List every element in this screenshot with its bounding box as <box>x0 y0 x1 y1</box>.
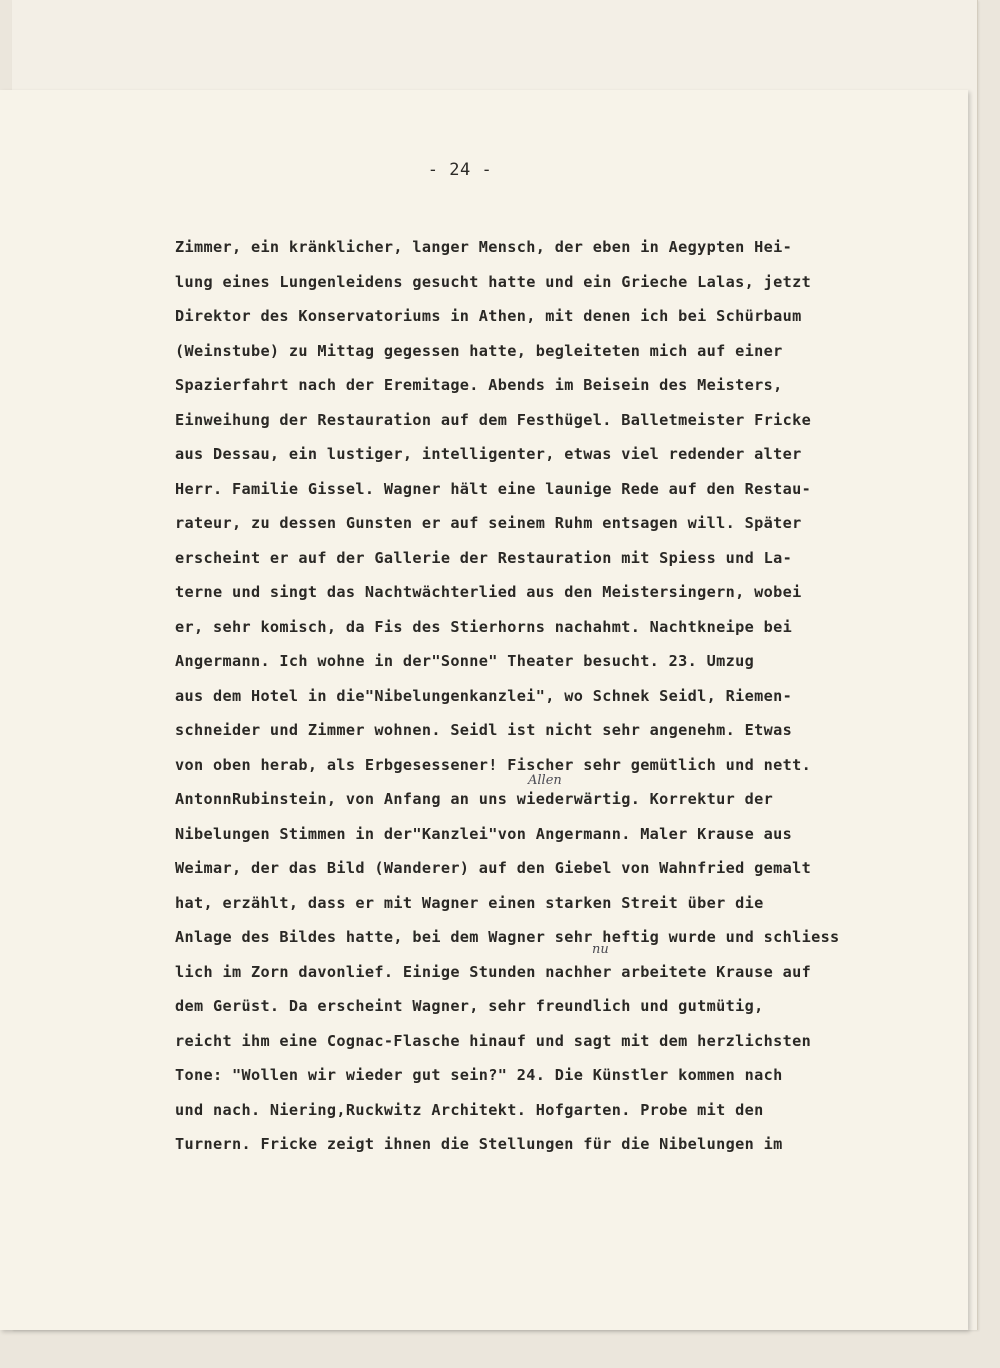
text-line: Herr. Familie Gissel. Wagner hält eine launige Rede auf den Restau- <box>175 479 812 498</box>
text-line: Spazierfahrt nach der Eremitage. Abends im Beisein des Meisters, <box>175 376 783 394</box>
text-line: reicht ihm eine Cognac-Flasche hinauf und sagt mit dem herzlichsten <box>175 1031 812 1050</box>
text-line: er, sehr komisch, da Fis des Stierhorns nachahmt. Nachtkneipe bei <box>175 617 793 636</box>
text-line: lung eines Lungenleidens gesucht hatte und ein Grieche Lalas, jetzt <box>175 272 812 291</box>
text-line: Angermann. Ich wohne in der"Sonne" Theater besucht. 23. Umzug <box>175 652 755 670</box>
text-line: Direktor des Konservatoriums in Athen, mit denen ich bei Schürbaum <box>175 307 802 325</box>
text-line: lich im Zorn davonlief. Einige Stunden nachher arbeitete Krause auf <box>175 962 812 981</box>
text-line: AntonnRubinstein, von Anfang an uns wiederwärtig. Korrektur der <box>175 790 774 808</box>
typescript-page <box>0 90 968 1330</box>
text-line: Weimar, der das Bild (Wanderer) auf den Giebel von Wahnfried gemalt <box>175 859 812 877</box>
text-line: schneider und Zimmer wohnen. Seidl ist nicht sehr angenehm. Etwas <box>175 721 793 739</box>
text-line: hat, erzählt, dass er mit Wagner einen starken Streit über die <box>175 893 764 912</box>
typescript-body <box>175 230 920 1162</box>
text-line: Turnern. Fricke zeigt ihnen die Stellungen für die Nibelungen im <box>175 1135 783 1153</box>
text-line: von oben herab, als Erbgesessener! Fischer sehr gemütlich und nett. <box>175 755 812 774</box>
text-line: dem Gerüst. Da erscheint Wagner, sehr freundlich und gutmütig, <box>175 997 764 1015</box>
text-line: und nach. Niering,Ruckwitz Architekt. Hofgarten. Probe mit den <box>175 1100 764 1119</box>
text-line: aus Dessau, ein lustiger, intelligenter, etwas viel redender alter <box>175 445 802 463</box>
page-number: - 24 - <box>427 160 493 180</box>
text-line: Nibelungen Stimmen in der"Kanzlei"von Angermann. Maler Krause aus <box>175 824 793 843</box>
text-line: rateur, zu dessen Gunsten er auf seinem Ruhm entsagen will. Später <box>175 514 802 532</box>
handwritten-annotation: nu <box>592 942 609 957</box>
text-line: Zimmer, ein kränklicher, langer Mensch, der eben in Aegypten Hei- <box>175 238 793 256</box>
text-line: erscheint er auf der Gallerie der Restauration mit Spiess und La- <box>175 548 793 567</box>
text-line: Anlage des Bildes hatte, bei dem Wagner sehr heftig wurde und schliess <box>175 928 840 946</box>
text-line: aus dem Hotel in die"Nibelungenkanzlei", wo Schnek Seidl, Riemen- <box>175 686 793 705</box>
text-line: Einweihung der Restauration auf dem Festhügel. Balletmeister Fricke <box>175 410 812 429</box>
text-line: terne und singt das Nachtwächterlied aus den Meistersingern, wobei <box>175 583 802 601</box>
text-line: (Weinstube) zu Mittag gegessen hatte, begleiteten mich auf einer <box>175 341 783 360</box>
text-line: Tone: "Wollen wir wieder gut sein?" 24. Die Künstler kommen nach <box>175 1066 783 1084</box>
handwritten-annotation: Allen <box>528 773 562 788</box>
